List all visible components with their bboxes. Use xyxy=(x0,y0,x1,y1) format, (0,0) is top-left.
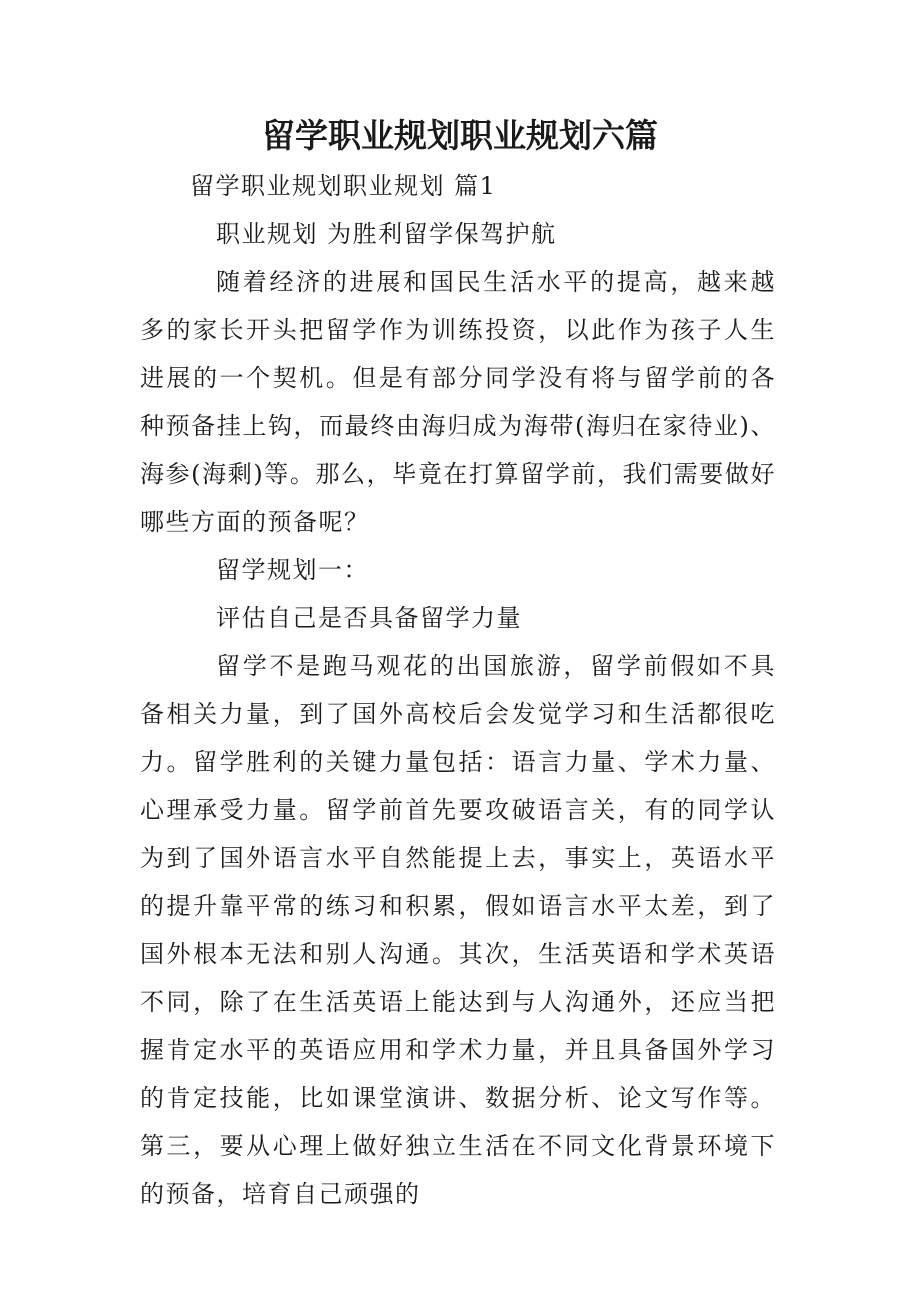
intro-paragraph: 随着经济的进展和国民生活水平的提高，越来越多的家长开头把留学作为训练投资，以此作为孩子人生进展的一个契机。但是有部分同学没有将与留学前的各种预备挂上钩，而最终由海归成为海带(海归在家待业)、海参(海剩)等。那么，毕竟在打算留学前，我们需要做好哪些方面的预备呢？ xyxy=(140,268,776,536)
document-title: 留学职业规划职业规划六篇 xyxy=(262,116,658,155)
plan-heading: 留学规划一： xyxy=(216,556,369,584)
subtitle-paragraph: 职业规划 为胜利留学保驾护航 xyxy=(216,220,557,248)
section-heading: 留学职业规划职业规划 篇1 xyxy=(190,172,497,200)
plan-subheading: 评估自己是否具备留学力量 xyxy=(216,604,522,632)
document-body xyxy=(140,162,776,1218)
body-paragraph: 留学不是跑马观花的出国旅游，留学前假如不具备相关力量，到了国外高校后会发觉学习和生活都很吃力。留学胜利的关键力量包括：语言力量、学术力量、心理承受力量。留学前首先要攻破语言关，有的同学认为到了国外语言水平自然能提上去，事实上，英语水平的提升靠平常的练习和积累，假如语言水平太差，到了国外根本无法和别人沟通。其次，生活英语和学术英语不同，除了在生活英语上能达到与人沟通外，还应当把握肯定水平的英语应用和学术力量，并且具备国外学习的肯定技能，比如课堂演讲、数据分析、论文写作等。第三，要从心理上做好独立生活在不同文化背景环境下的预备，培育自己顽强的 xyxy=(140,652,776,1208)
